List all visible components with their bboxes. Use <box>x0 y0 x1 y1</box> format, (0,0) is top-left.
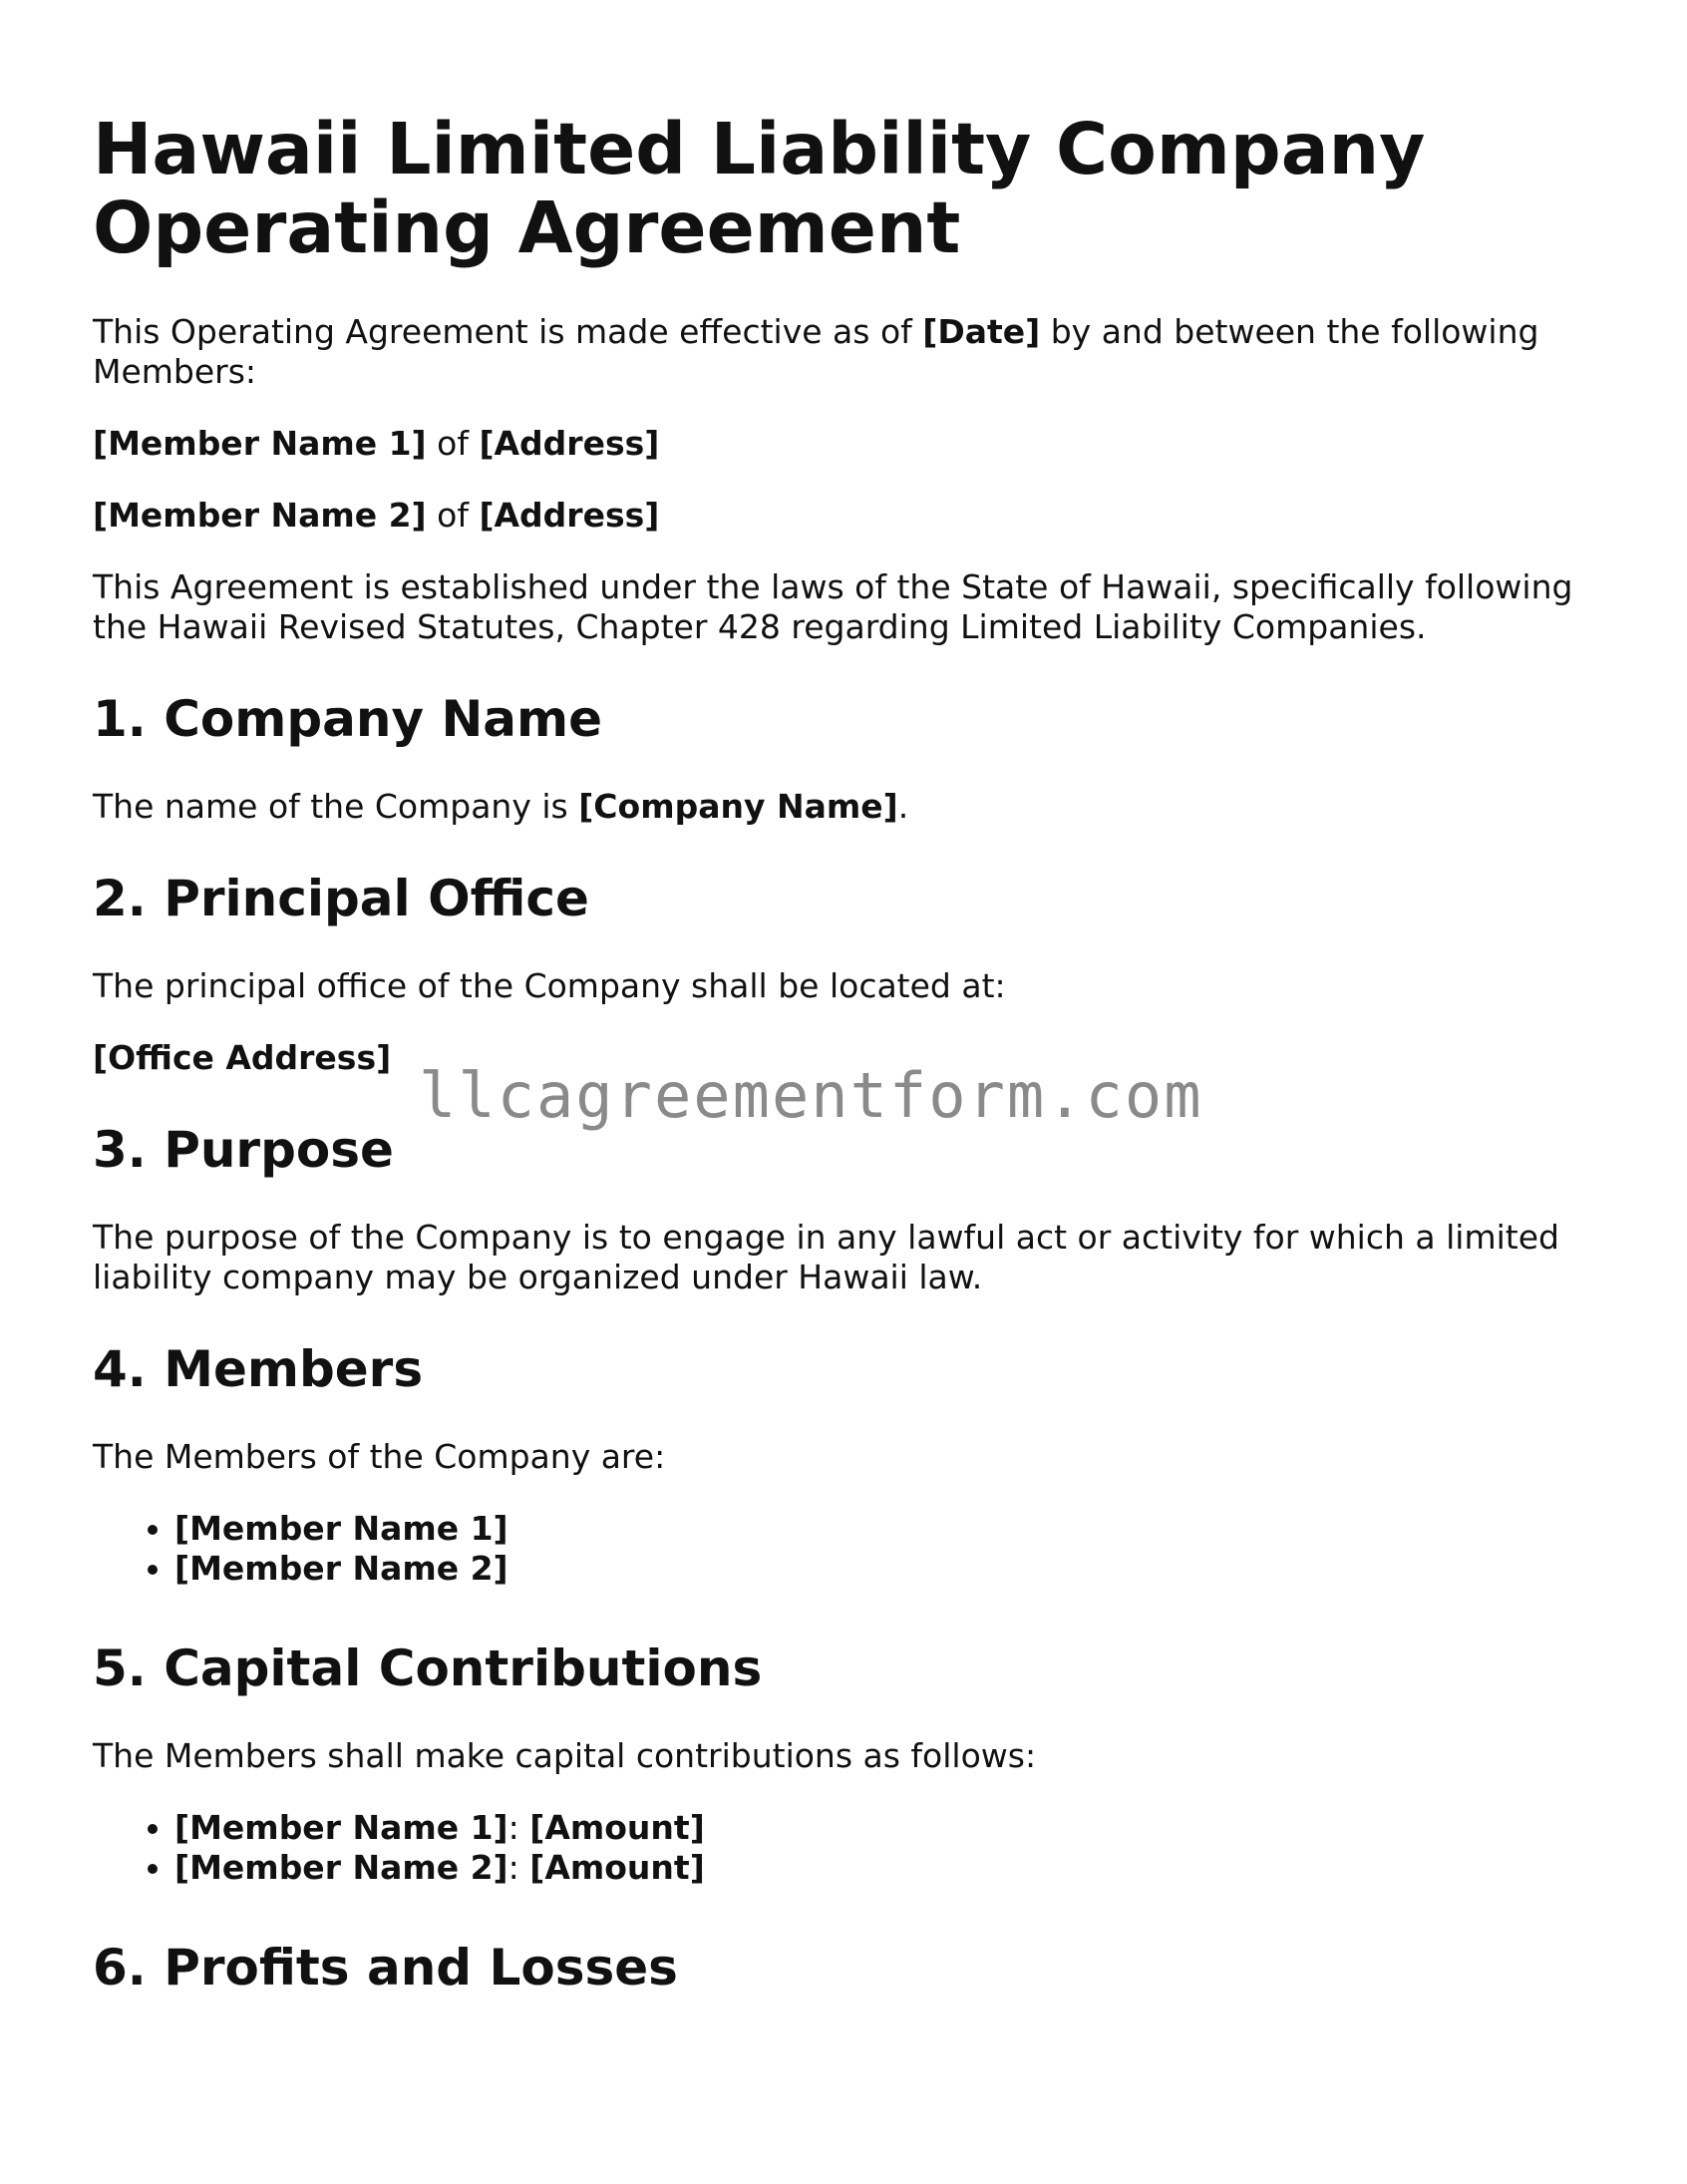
section-company-name-heading: 1. Company Name <box>93 690 603 748</box>
section-company-name-text <box>93 787 1598 827</box>
party-1-name: [Member Name 1] <box>93 424 427 463</box>
list-item <box>174 1509 1598 1549</box>
watermark: llcagreementform.com <box>419 1059 1203 1132</box>
members-list-item-1: [Member Name 1] <box>174 1509 508 1548</box>
section-purpose-heading: 3. Purpose <box>93 1121 394 1179</box>
company-name-value: [Company Name] <box>578 787 898 826</box>
list-item <box>174 1848 1598 1888</box>
company-name-text-after: . <box>897 787 909 826</box>
intro-text-before: This Operating Agreement is made effective as of <box>93 312 923 351</box>
section-members-text: The Members of the Company are: <box>93 1437 666 1476</box>
intro-date: [Date] <box>922 312 1041 351</box>
list-item <box>174 1549 1598 1589</box>
capital-list <box>93 1808 1598 1888</box>
party-2 <box>93 496 1598 536</box>
capital-member-2-amount: [Amount] <box>529 1848 705 1887</box>
party-1-of: of <box>426 424 480 463</box>
capital-member-2-sep: : <box>507 1848 530 1887</box>
section-capital-text: The Members shall make capital contributions as follows: <box>93 1736 1037 1775</box>
office-address-value: [Office Address] <box>93 1038 392 1077</box>
capital-member-1-sep: : <box>507 1808 530 1847</box>
capital-member-2-name: [Member Name 2] <box>174 1848 508 1887</box>
party-1 <box>93 424 1598 464</box>
list-item <box>174 1808 1598 1848</box>
party-2-address: [Address] <box>479 496 660 535</box>
party-2-of: of <box>426 496 480 535</box>
party-2-name: [Member Name 2] <box>93 496 427 535</box>
document-title: Hawaii Limited Liability Company Operating Agreement <box>93 108 1426 269</box>
intro-paragraph <box>93 312 1598 392</box>
section-profits-heading: 6. Profits and Losses <box>93 1939 678 1997</box>
section-capital-heading: 5. Capital Contributions <box>93 1639 763 1697</box>
section-principal-office-text: The principal office of the Company shall be located at: <box>93 966 1006 1005</box>
capital-member-1-amount: [Amount] <box>529 1808 705 1847</box>
capital-member-1-name: [Member Name 1] <box>174 1808 508 1847</box>
members-list <box>93 1509 1598 1589</box>
section-principal-office-heading: 2. Principal Office <box>93 870 589 927</box>
members-list-item-2: [Member Name 2] <box>174 1549 508 1588</box>
company-name-text-before: The name of the Company is <box>93 787 579 826</box>
party-1-address: [Address] <box>479 424 660 463</box>
section-members-heading: 4. Members <box>93 1340 424 1398</box>
intro-text-after: by and between the following Members: <box>93 312 1539 391</box>
section-purpose-text: The purpose of the Company is to engage in any lawful act or activity for which a limited liability company may be organized under Hawaii law. <box>93 1218 1559 1296</box>
law-statement: This Agreement is established under the laws of the State of Hawaii, specifically following the Hawaii Revised Statutes, Chapter 428 regarding Limited Liability Companies. <box>93 567 1573 646</box>
